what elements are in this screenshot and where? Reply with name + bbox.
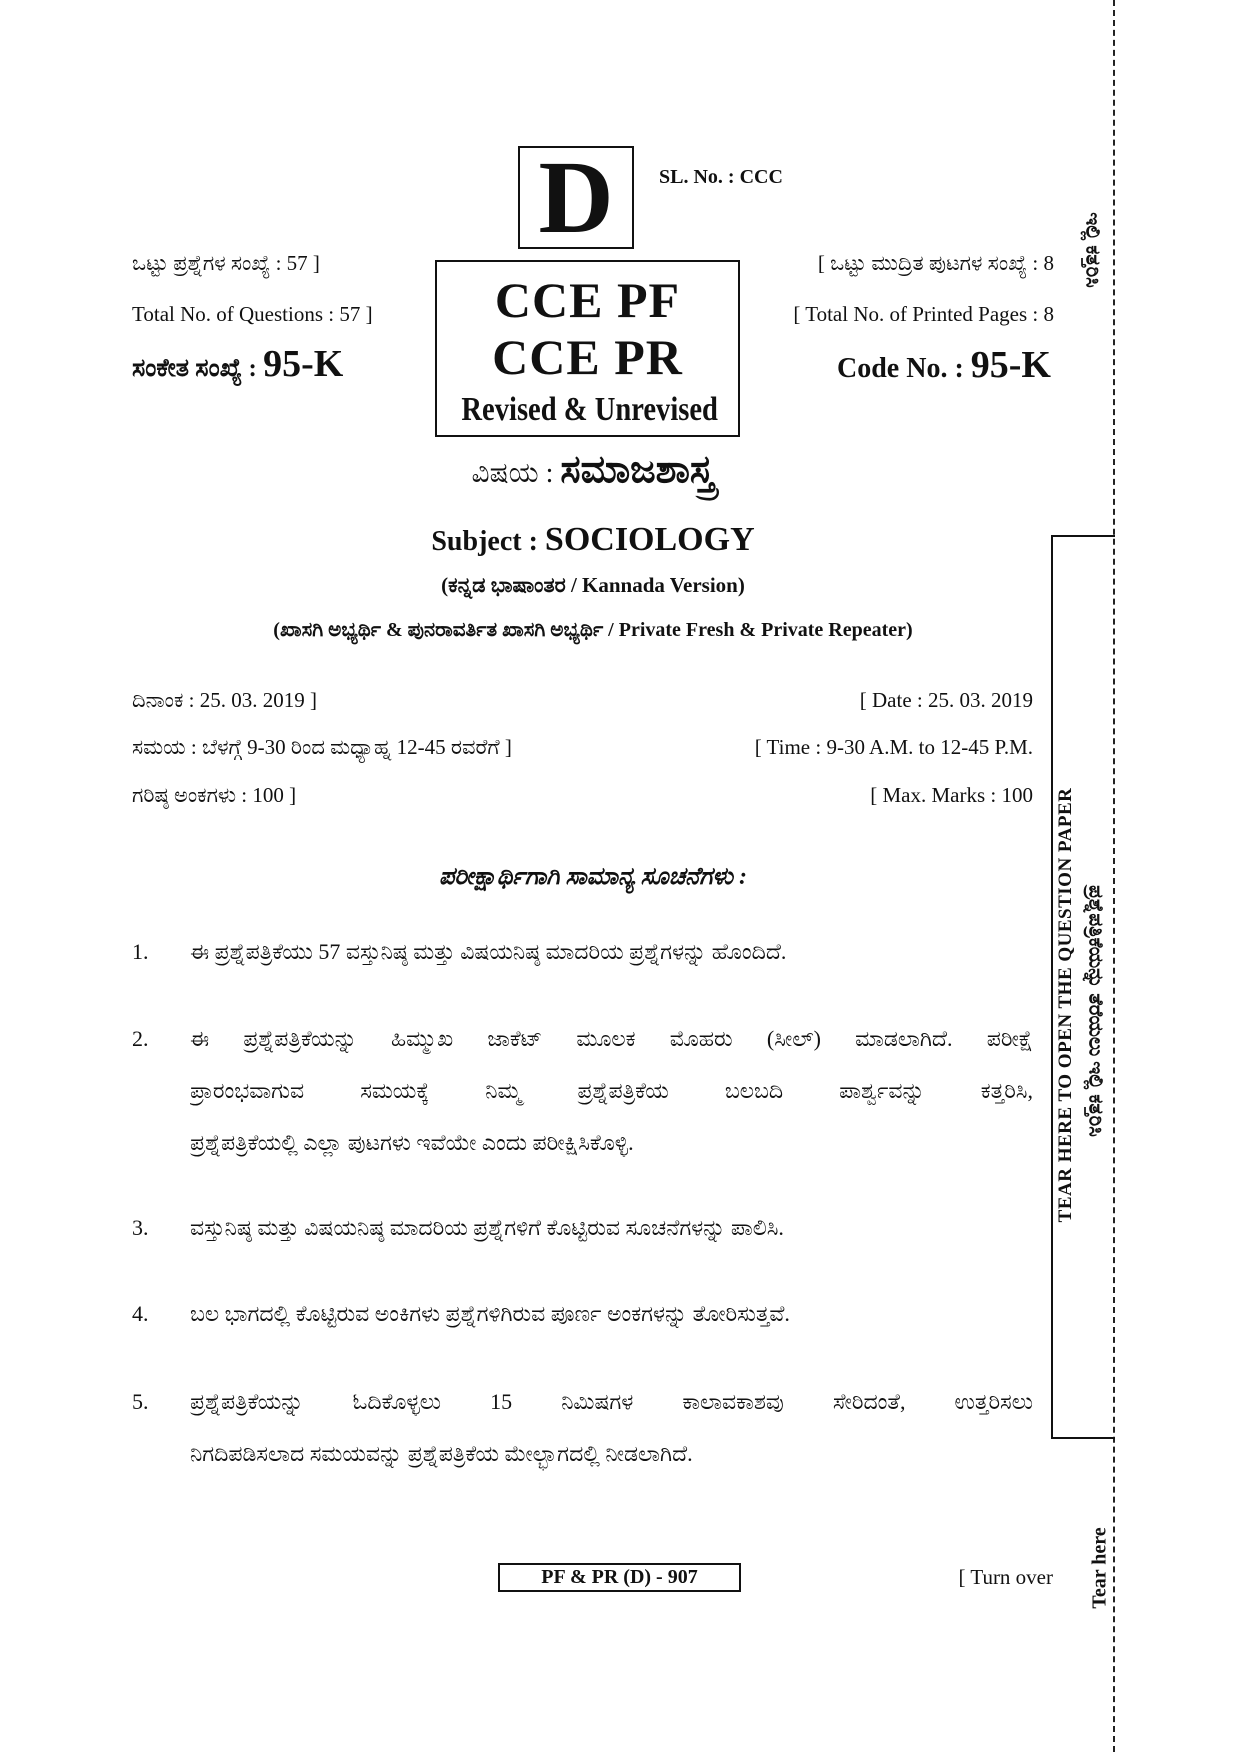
instruction-line: ವಸ್ತುನಿಷ್ಠ ಮತ್ತು ವಿಷಯನಿಷ್ಠ ಮಾದರಿಯ ಪ್ರಶ್ನೆಗಳಿಗೆ ಕೊಟ್ಟಿರುವ ಸೂಚನೆಗಳನ್ನು ಪಾಲಿಸಿ. [190, 1215, 784, 1240]
tear-to-open-english: TEAR HERE TO OPEN THE QUESTION PAPER [1055, 787, 1076, 1223]
code-value-english: 95-K [970, 344, 1051, 386]
date-english: [ Date : 25. 03. 2019 [859, 688, 1033, 712]
code-value-kannada: 95-K [263, 343, 344, 385]
max-marks-english: [ Max. Marks : 100 [870, 783, 1033, 807]
code-label-kannada: ಸಂಕೇತ ಸಂಖ್ಯೆ : [132, 355, 264, 382]
instruction-number: 2. [132, 1026, 149, 1051]
exam-type-box [435, 260, 740, 437]
exam-line-revision: Revised & Unrevised [461, 391, 718, 428]
instruction-number: 4. [132, 1301, 149, 1326]
time-english: [ Time : 9-30 A.M. to 12-45 P.M. [754, 735, 1033, 759]
printed-pages-english: [ Total No. of Printed Pages : 8 [793, 302, 1054, 326]
cut-here-kannada: ಇಲ್ಲಿ ಕತ್ತರಿಸಿ [1081, 212, 1104, 288]
code-number-kannada [132, 342, 343, 391]
language-version: (ಕನ್ನಡ ಭಾಷಾಂತರ / Kannada Version) [441, 573, 745, 597]
instruction-line: ಪ್ರಶ್ನೆಪತ್ರಿಕೆಯಲ್ಲಿ ಎಲ್ಲಾ ಪುಟಗಳು ಇವೆಯೇ ಎಂದು ಪರೀಕ್ಷಿಸಿಕೊಳ್ಳಿ. [190, 1130, 634, 1155]
subject-label-kannada: ವಿಷಯ : [471, 458, 561, 489]
subject-kannada [132, 445, 1054, 503]
tear-here-label: Tear here [1088, 1527, 1111, 1609]
instruction-number: 3. [132, 1215, 149, 1240]
subject-value-kannada: ಸಮಾಜಶಾಸ್ತ್ರ [560, 449, 715, 491]
instruction-number: 1. [132, 939, 149, 964]
subject-value-english: SOCIOLOGY [544, 521, 755, 558]
paper-version-letter: D [518, 146, 634, 249]
instructions-heading: ಪರೀಕ್ಷಾರ್ಥಿಗಾಗಿ ಸಾಮಾನ್ಯ ಸೂಚನೆಗಳು : [438, 864, 748, 890]
exam-line-pr: CCE PR [492, 329, 683, 385]
instruction-line: ಪ್ರಾರಂಭವಾಗುವ ಸಮಯಕ್ಕೆ ನಿಮ್ಮ ಪ್ರಶ್ನೆಪತ್ರಿಕೆಯ ಬಲಬದಿ ಪಾರ್ಶ್ವವನ್ನು ಕತ್ತರಿಸಿ, [190, 1078, 1033, 1103]
instruction-line: ಈ ಪ್ರಶ್ನೆಪತ್ರಿಕೆಯು 57 ವಸ್ತುನಿಷ್ಠ ಮತ್ತು ವಿಷಯನಿಷ್ಠ ಮಾದರಿಯ ಪ್ರಶ್ನೆಗಳನ್ನು ಹೊಂದಿದೆ. [190, 939, 787, 964]
max-marks-kannada: ಗರಿಷ್ಠ ಅಂಕಗಳು : 100 ] [132, 783, 297, 807]
instruction-number: 5. [132, 1389, 149, 1414]
printed-pages-kannada: [ ಒಟ್ಟು ಮುದ್ರಿತ ಪುಟಗಳ ಸಂಖ್ಯೆ : 8 [817, 251, 1054, 275]
tear-to-open-kannada: ಪ್ರಶ್ನೆಪತ್ರಿಕೆಯನ್ನು ತೆರೆಯಲು ಇಲ್ಲಿ ಕತ್ತರಿಸಿ [1084, 885, 1107, 1137]
subject-english [132, 518, 1054, 568]
exam-line-pf: CCE PF [494, 272, 681, 328]
code-number-english [837, 343, 1051, 392]
page-code: PF & PR (D) - 907 [498, 1563, 741, 1592]
instruction-line: ನಿಗದಿಪಡಿಸಲಾದ ಸಮಯವನ್ನು ಪ್ರಶ್ನೆಪತ್ರಿಕೆಯ ಮೇಲ್ಭಾಗದಲ್ಲಿ ನೀಡಲಾಗಿದೆ. [190, 1441, 693, 1466]
total-questions-english: Total No. of Questions : 57 ] [132, 302, 373, 326]
candidate-type: (ಖಾಸಗಿ ಅಭ್ಯರ್ಥಿ & ಪುನರಾವರ್ತಿತ ಖಾಸಗಿ ಅಭ್ಯರ್ಥಿ / Private Fresh & Private Repeater) [273, 619, 913, 641]
code-label-english: Code No. : [837, 353, 971, 384]
instruction-line: ಪ್ರಶ್ನೆಪತ್ರಿಕೆಯನ್ನು ಓದಿಕೊಳ್ಳಲು 15 ನಿಮಿಷಗಳ ಕಾಲಾವಕಾಶವು ಸೇರಿದಂತೆ, ಉತ್ತರಿಸಲು [190, 1389, 1033, 1414]
time-kannada: ಸಮಯ : ಬೆಳಗ್ಗೆ 9-30 ರಿಂದ ಮಧ್ಯಾಹ್ನ 12-45 ರವರೆಗೆ ] [132, 735, 512, 759]
date-kannada: ದಿನಾಂಕ : 25. 03. 2019 ] [132, 688, 317, 712]
serial-number: SL. No. : CCC [659, 166, 783, 188]
instruction-line: ಈ ಪ್ರಶ್ನೆಪತ್ರಿಕೆಯನ್ನು ಹಿಮ್ಮುಖ ಜಾಕೆಟ್ ಮೂಲಕ ಮೊಹರು (ಸೀಲ್) ಮಾಡಲಾಗಿದೆ. ಪರೀಕ್ಷೆ [190, 1026, 1033, 1051]
turn-over-note: [ Turn over [958, 1565, 1053, 1589]
subject-label-english: Subject : [431, 526, 545, 557]
total-questions-kannada: ಒಟ್ಟು ಪ್ರಶ್ನೆಗಳ ಸಂಖ್ಯೆ : 57 ] [132, 251, 320, 275]
instruction-line: ಬಲ ಭಾಗದಲ್ಲಿ ಕೊಟ್ಟಿರುವ ಅಂಕಿಗಳು ಪ್ರಶ್ನೆಗಳಿಗಿರುವ ಪೂರ್ಣ ಅಂಕಗಳನ್ನು ತೋರಿಸುತ್ತವೆ. [190, 1301, 790, 1326]
